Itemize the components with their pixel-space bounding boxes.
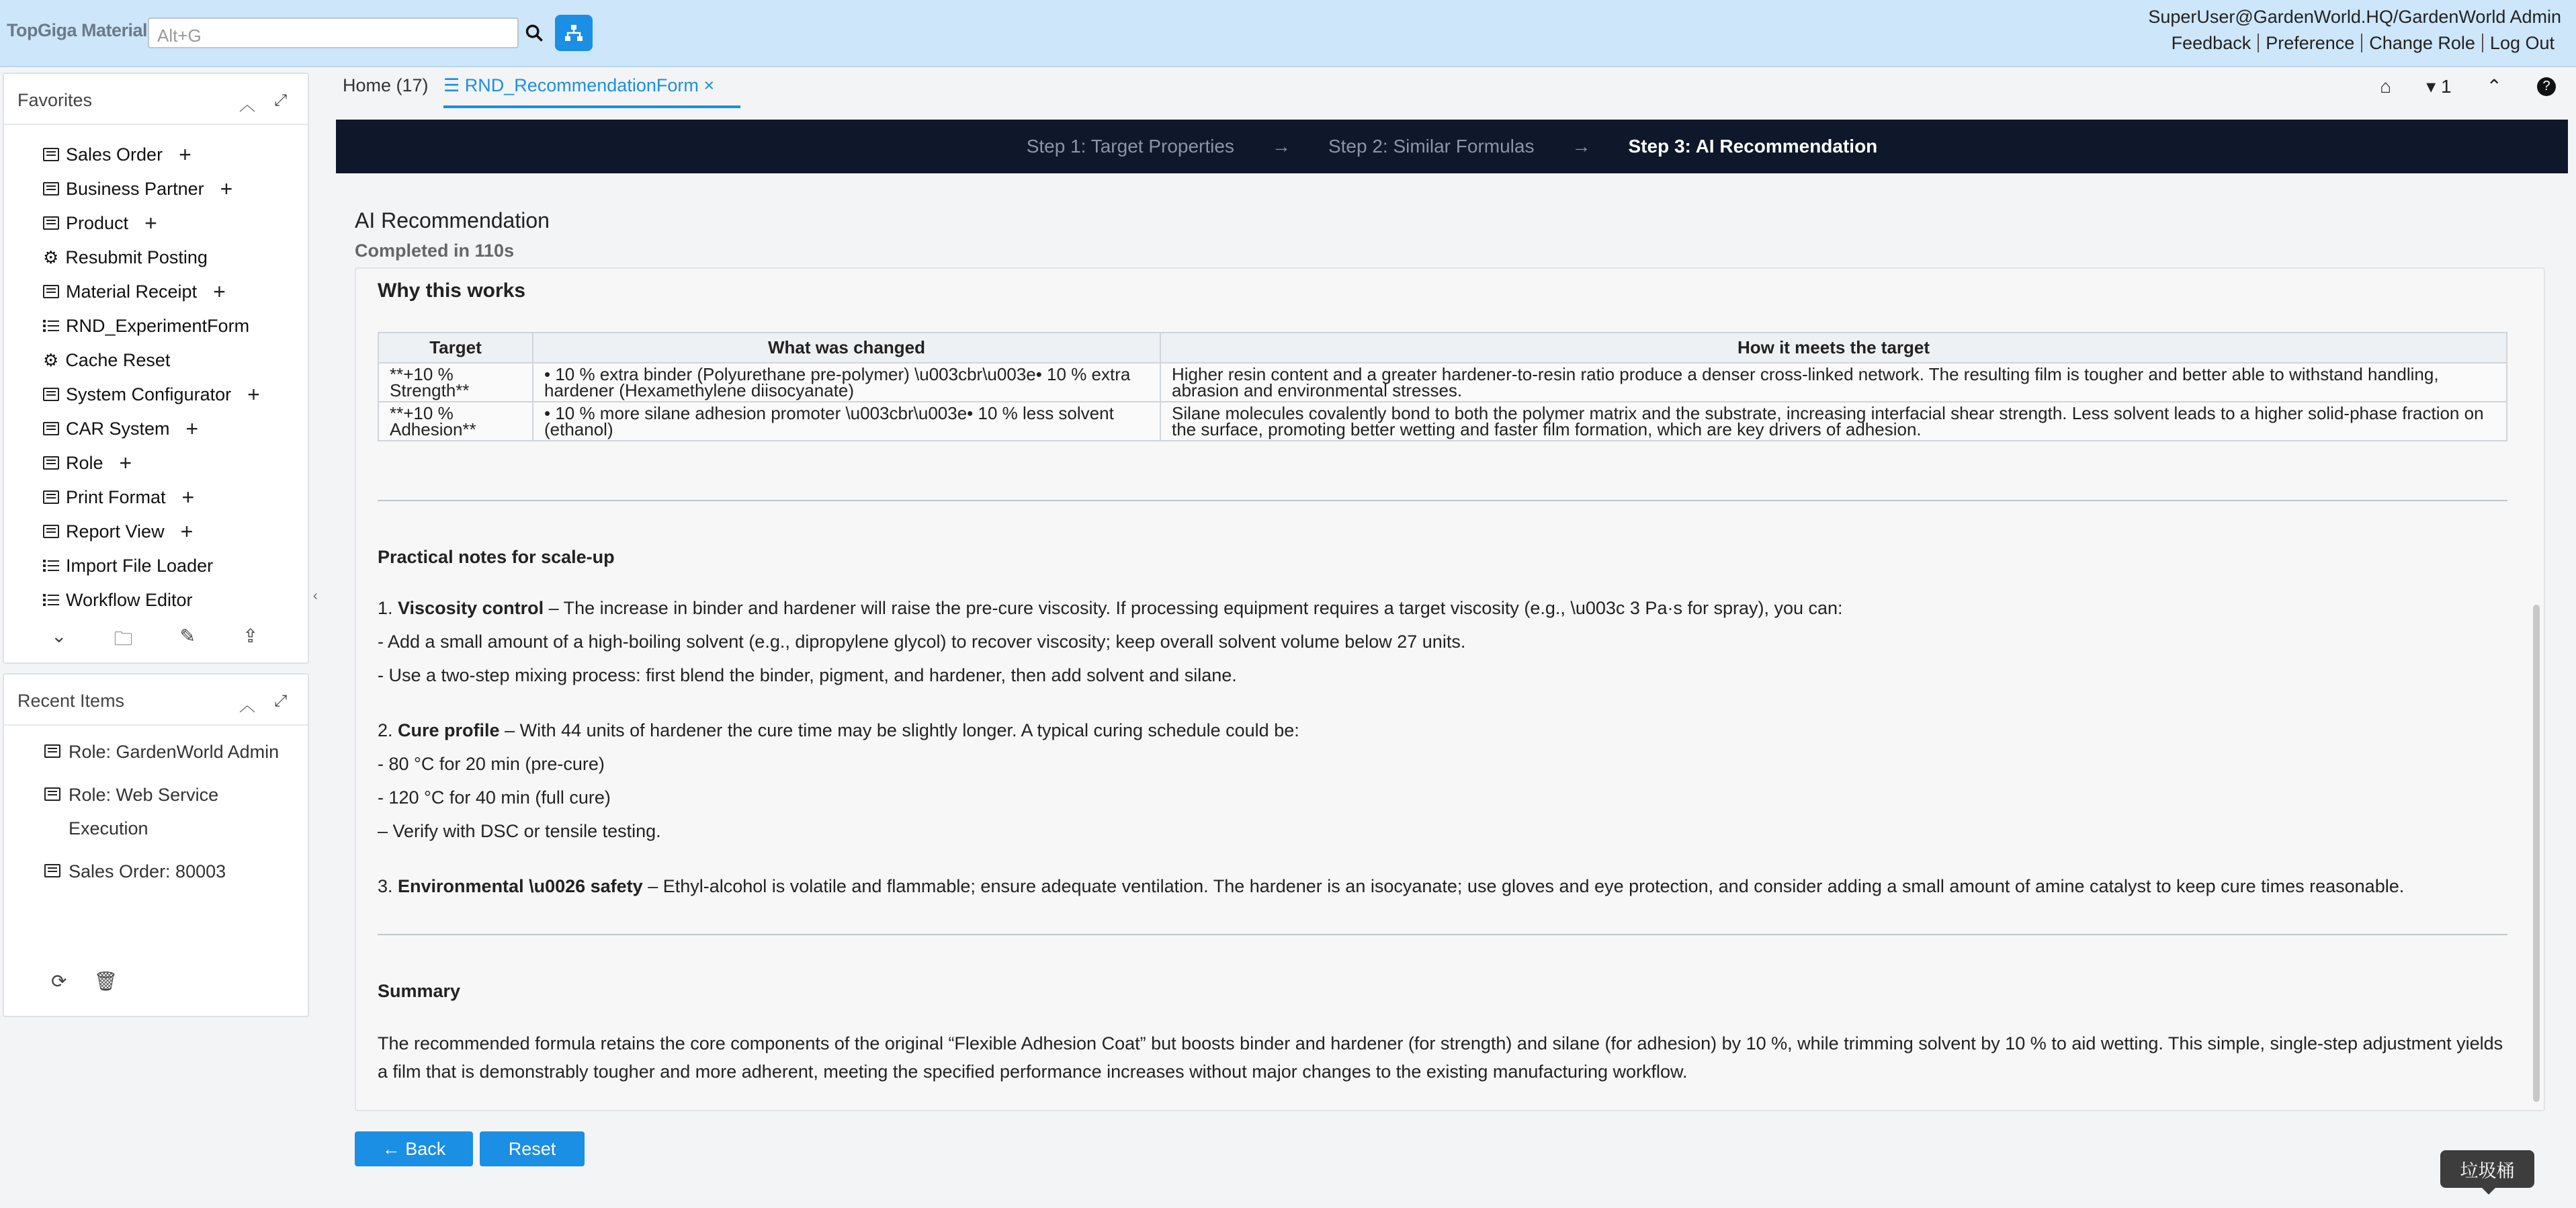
recommendation-card: [355, 267, 2545, 1111]
change-role-link[interactable]: Change Role: [2361, 34, 2482, 52]
step-3[interactable]: Step 3: AI Recommendation: [1628, 136, 1878, 157]
scrollbar[interactable]: [2533, 605, 2540, 1102]
favorites-header: [4, 74, 308, 125]
column-header: Target: [378, 333, 533, 363]
favorite-label: RND_ExperimentForm: [66, 315, 250, 336]
document-icon: [44, 744, 60, 758]
arrow-right-icon: →: [1572, 136, 1591, 157]
sidebar-collapse-handle[interactable]: ‹: [313, 589, 318, 603]
favorite-label: Role: [66, 452, 103, 473]
list-icon: [43, 593, 59, 607]
preference-link[interactable]: Preference: [2258, 34, 2361, 52]
sidebar: [0, 70, 318, 1208]
favorites-panel: [3, 73, 309, 664]
gear-icon: ⚙: [43, 247, 59, 267]
sitemap-icon[interactable]: [555, 15, 593, 51]
reset-button[interactable]: Reset: [480, 1131, 585, 1166]
table-cell: **+10 % Adhesion**: [378, 402, 533, 441]
favorite-label: Report View: [66, 521, 165, 542]
column-header: How it meets the target: [1160, 333, 2507, 363]
user-links: [2165, 34, 2561, 52]
table-row: [378, 363, 2507, 402]
table-header-row: [378, 333, 2507, 363]
add-icon[interactable]: +: [119, 450, 132, 475]
favorite-item[interactable]: [43, 312, 249, 339]
recent-items-panel: [3, 673, 309, 1017]
recent-item[interactable]: Role: Web Service Execution: [44, 778, 300, 845]
document-icon: [44, 787, 60, 801]
favorite-item[interactable]: [43, 244, 208, 271]
favorite-label: Workflow Editor: [66, 589, 193, 610]
favorite-label: Material Receipt: [66, 281, 198, 302]
list-icon: ☰: [443, 75, 460, 95]
app-logo: TopGiga Material: [7, 20, 148, 40]
note-line: - 80 °C for 20 min (pre-cure): [378, 754, 605, 774]
note-line: - Use a two-step mixing process: first blend the binder, pigment, and hardener, then add solvent and silane.: [378, 665, 1237, 685]
close-tab-icon[interactable]: ×: [703, 75, 715, 95]
add-icon[interactable]: +: [181, 484, 195, 509]
tooltip: 垃圾桶: [2440, 1150, 2534, 1188]
add-icon[interactable]: +: [220, 176, 233, 201]
favorite-label: Print Format: [66, 486, 166, 507]
step-1[interactable]: Step 1: Target Properties: [1026, 136, 1234, 157]
favorite-item[interactable]: [43, 347, 170, 374]
favorites-toolbar: [51, 625, 258, 657]
favorite-item[interactable]: [43, 381, 260, 408]
collapse-icon[interactable]: ︿: [239, 697, 255, 715]
favorite-item[interactable]: [43, 518, 193, 545]
page-title: AI Recommendation: [355, 208, 550, 232]
window-count-dropdown[interactable]: ▾ 1: [2426, 76, 2452, 97]
document-icon: [43, 525, 59, 538]
note-viscosity: 1. Viscosity control – The increase in binder and hardener will raise the pre-cure viscosity. If processing equipment requires a target viscosity (e.g., \u003c 3 Pa·s for spray), you can:: [378, 598, 1843, 618]
recent-items-header: [4, 675, 308, 726]
favorite-label: Product: [66, 212, 129, 233]
help-icon[interactable]: ?: [2537, 77, 2556, 96]
add-icon[interactable]: +: [179, 142, 191, 167]
global-search-input[interactable]: Alt+G: [148, 17, 519, 48]
tab-rnd-recommendation-form[interactable]: ☰ RND_RecommendationForm ×: [443, 75, 740, 108]
share-icon[interactable]: ⇪: [242, 625, 259, 646]
favorite-label: Business Partner: [66, 178, 204, 199]
list-icon: [43, 559, 59, 572]
table-cell: • 10 % more silane adhesion promoter \u003cbr\u003e• 10 % less solvent (ethanol): [533, 402, 1160, 441]
search-icon[interactable]: [519, 17, 550, 48]
add-icon[interactable]: +: [213, 279, 226, 304]
header-right-icons: [2380, 75, 2556, 97]
step-2[interactable]: Step 2: Similar Formulas: [1328, 136, 1535, 157]
note-line: - 120 °C for 40 min (full cure): [378, 787, 611, 808]
add-icon[interactable]: +: [180, 519, 194, 544]
document-icon: [44, 864, 60, 877]
recent-item[interactable]: Role: GardenWorld Admin: [44, 735, 300, 769]
expand-icon[interactable]: ⤢: [274, 692, 288, 710]
document-icon: [43, 490, 59, 504]
logout-link[interactable]: Log Out: [2482, 34, 2561, 52]
collapse-icon[interactable]: ︿: [239, 96, 255, 114]
divider: [378, 934, 2507, 935]
feedback-link[interactable]: Feedback: [2171, 33, 2251, 53]
trash-icon[interactable]: 🗑: [93, 971, 118, 992]
why-heading: Why this works: [378, 279, 526, 302]
favorite-label: Import File Loader: [66, 555, 214, 576]
favorite-item[interactable]: [43, 175, 232, 202]
collapse-header-icon[interactable]: ⌃: [2486, 76, 2502, 97]
refresh-icon[interactable]: ⟳: [51, 971, 67, 992]
summary-text: The recommended formula retains the core components of the original “Flexible Adhesion Coat” but boosts binder and hardener (for strength) and silane (for adhesion) by 10 %, while trimming solvent by 10 % to aid wetting. This simple, single-step adjustment yields a film that is demonstrably tougher and more adherent, meeting the specified performance increases without major changes to the existing manufacturing workflow.: [378, 1033, 2503, 1082]
user-info: SuperUser@GardenWorld.HQ/GardenWorld Admin: [2148, 7, 2561, 27]
favorite-label: System Configurator: [66, 384, 232, 404]
expand-all-icon[interactable]: ⌄: [51, 625, 67, 646]
document-icon: [43, 216, 59, 230]
recent-item[interactable]: Sales Order: 80003: [44, 855, 300, 888]
table-row: [378, 402, 2507, 441]
favorite-label: CAR System: [66, 418, 170, 439]
recent-items-toolbar: [51, 970, 118, 992]
completion-status: Completed in 110s: [355, 241, 515, 261]
changes-table: [378, 332, 2507, 441]
summary-heading: Summary: [378, 981, 461, 1001]
table-cell: Silane molecules covalently bond to both the polymer matrix and the substrate, increasing interfacial shear strength. Less solvent leads to a higher solid-phase fraction on the surface, promoting better wetting and faster film formation, which are key drivers of adhesion.: [1160, 402, 2507, 441]
favorite-label: Sales Order: [66, 144, 163, 165]
table-cell: **+10 % Strength**: [378, 363, 533, 402]
back-button[interactable]: ← Back: [355, 1131, 473, 1166]
wizard-steps: [336, 120, 2568, 173]
edit-icon[interactable]: ✎: [179, 625, 196, 646]
tab-home[interactable]: Home (17): [343, 75, 429, 95]
favorite-item[interactable]: [43, 552, 213, 579]
note-line: – Verify with DSC or tensile testing.: [378, 821, 661, 841]
note-safety: 3. Environmental \u0026 safety – Ethyl-alcohol is volatile and flammable; ensure adequate ventilation. The hardener is an isocyanate; use gloves and eye protection, and consider adding a small amount of amine catalyst to keep cure times reasonable.: [378, 876, 2405, 896]
favorite-item[interactable]: [43, 141, 191, 168]
favorite-item[interactable]: [43, 210, 157, 236]
home-icon[interactable]: ⌂: [2380, 75, 2392, 97]
note-line: - Add a small amount of a high-boiling solvent (e.g., dipropylene glycol) to recover viscosity; keep overall solvent volume below 27 units.: [378, 632, 1466, 652]
recent-items-title: Recent Items: [17, 691, 125, 711]
table-cell: • 10 % extra binder (Polyurethane pre-polymer) \u003cbr\u003e• 10 % extra hardener (Hexamethylene diisocyanate): [533, 363, 1160, 402]
list-icon: [43, 319, 59, 333]
favorite-item[interactable]: [43, 484, 194, 511]
favorite-label: Cache Reset: [65, 349, 171, 370]
document-icon: [43, 456, 59, 470]
document-icon: [43, 422, 59, 435]
favorite-label: Resubmit Posting: [65, 247, 208, 267]
column-header: What was changed: [533, 333, 1160, 363]
favorite-item[interactable]: [43, 587, 193, 613]
document-icon: [43, 148, 59, 161]
favorite-item[interactable]: [43, 415, 198, 442]
notes-heading: Practical notes for scale-up: [378, 547, 615, 567]
note-cure-profile: 2. Cure profile – With 44 units of hardener the cure time may be slightly longer. A typical curing schedule could be:: [378, 720, 1299, 740]
gear-icon: ⚙: [43, 350, 59, 370]
document-icon: [43, 285, 59, 298]
document-icon: [43, 182, 59, 196]
add-icon[interactable]: +: [144, 210, 157, 235]
add-icon[interactable]: +: [185, 416, 199, 441]
folder-icon[interactable]: 🗀: [114, 628, 133, 649]
add-icon[interactable]: +: [247, 382, 260, 406]
document-icon: [43, 388, 59, 401]
table-cell: Higher resin content and a greater hardener-to-resin ratio produce a denser cross-linked network. The resulting film is tougher and better able to withstand handling, abrasion and environmental stresses.: [1160, 363, 2507, 402]
favorite-item[interactable]: [43, 278, 226, 305]
divider: [378, 500, 2507, 501]
favorite-item[interactable]: [43, 449, 132, 476]
favorites-title: Favorites: [17, 90, 93, 110]
expand-icon[interactable]: ⤢: [274, 91, 288, 110]
top-bar: [0, 0, 2576, 67]
arrow-right-icon: →: [1271, 136, 1291, 157]
